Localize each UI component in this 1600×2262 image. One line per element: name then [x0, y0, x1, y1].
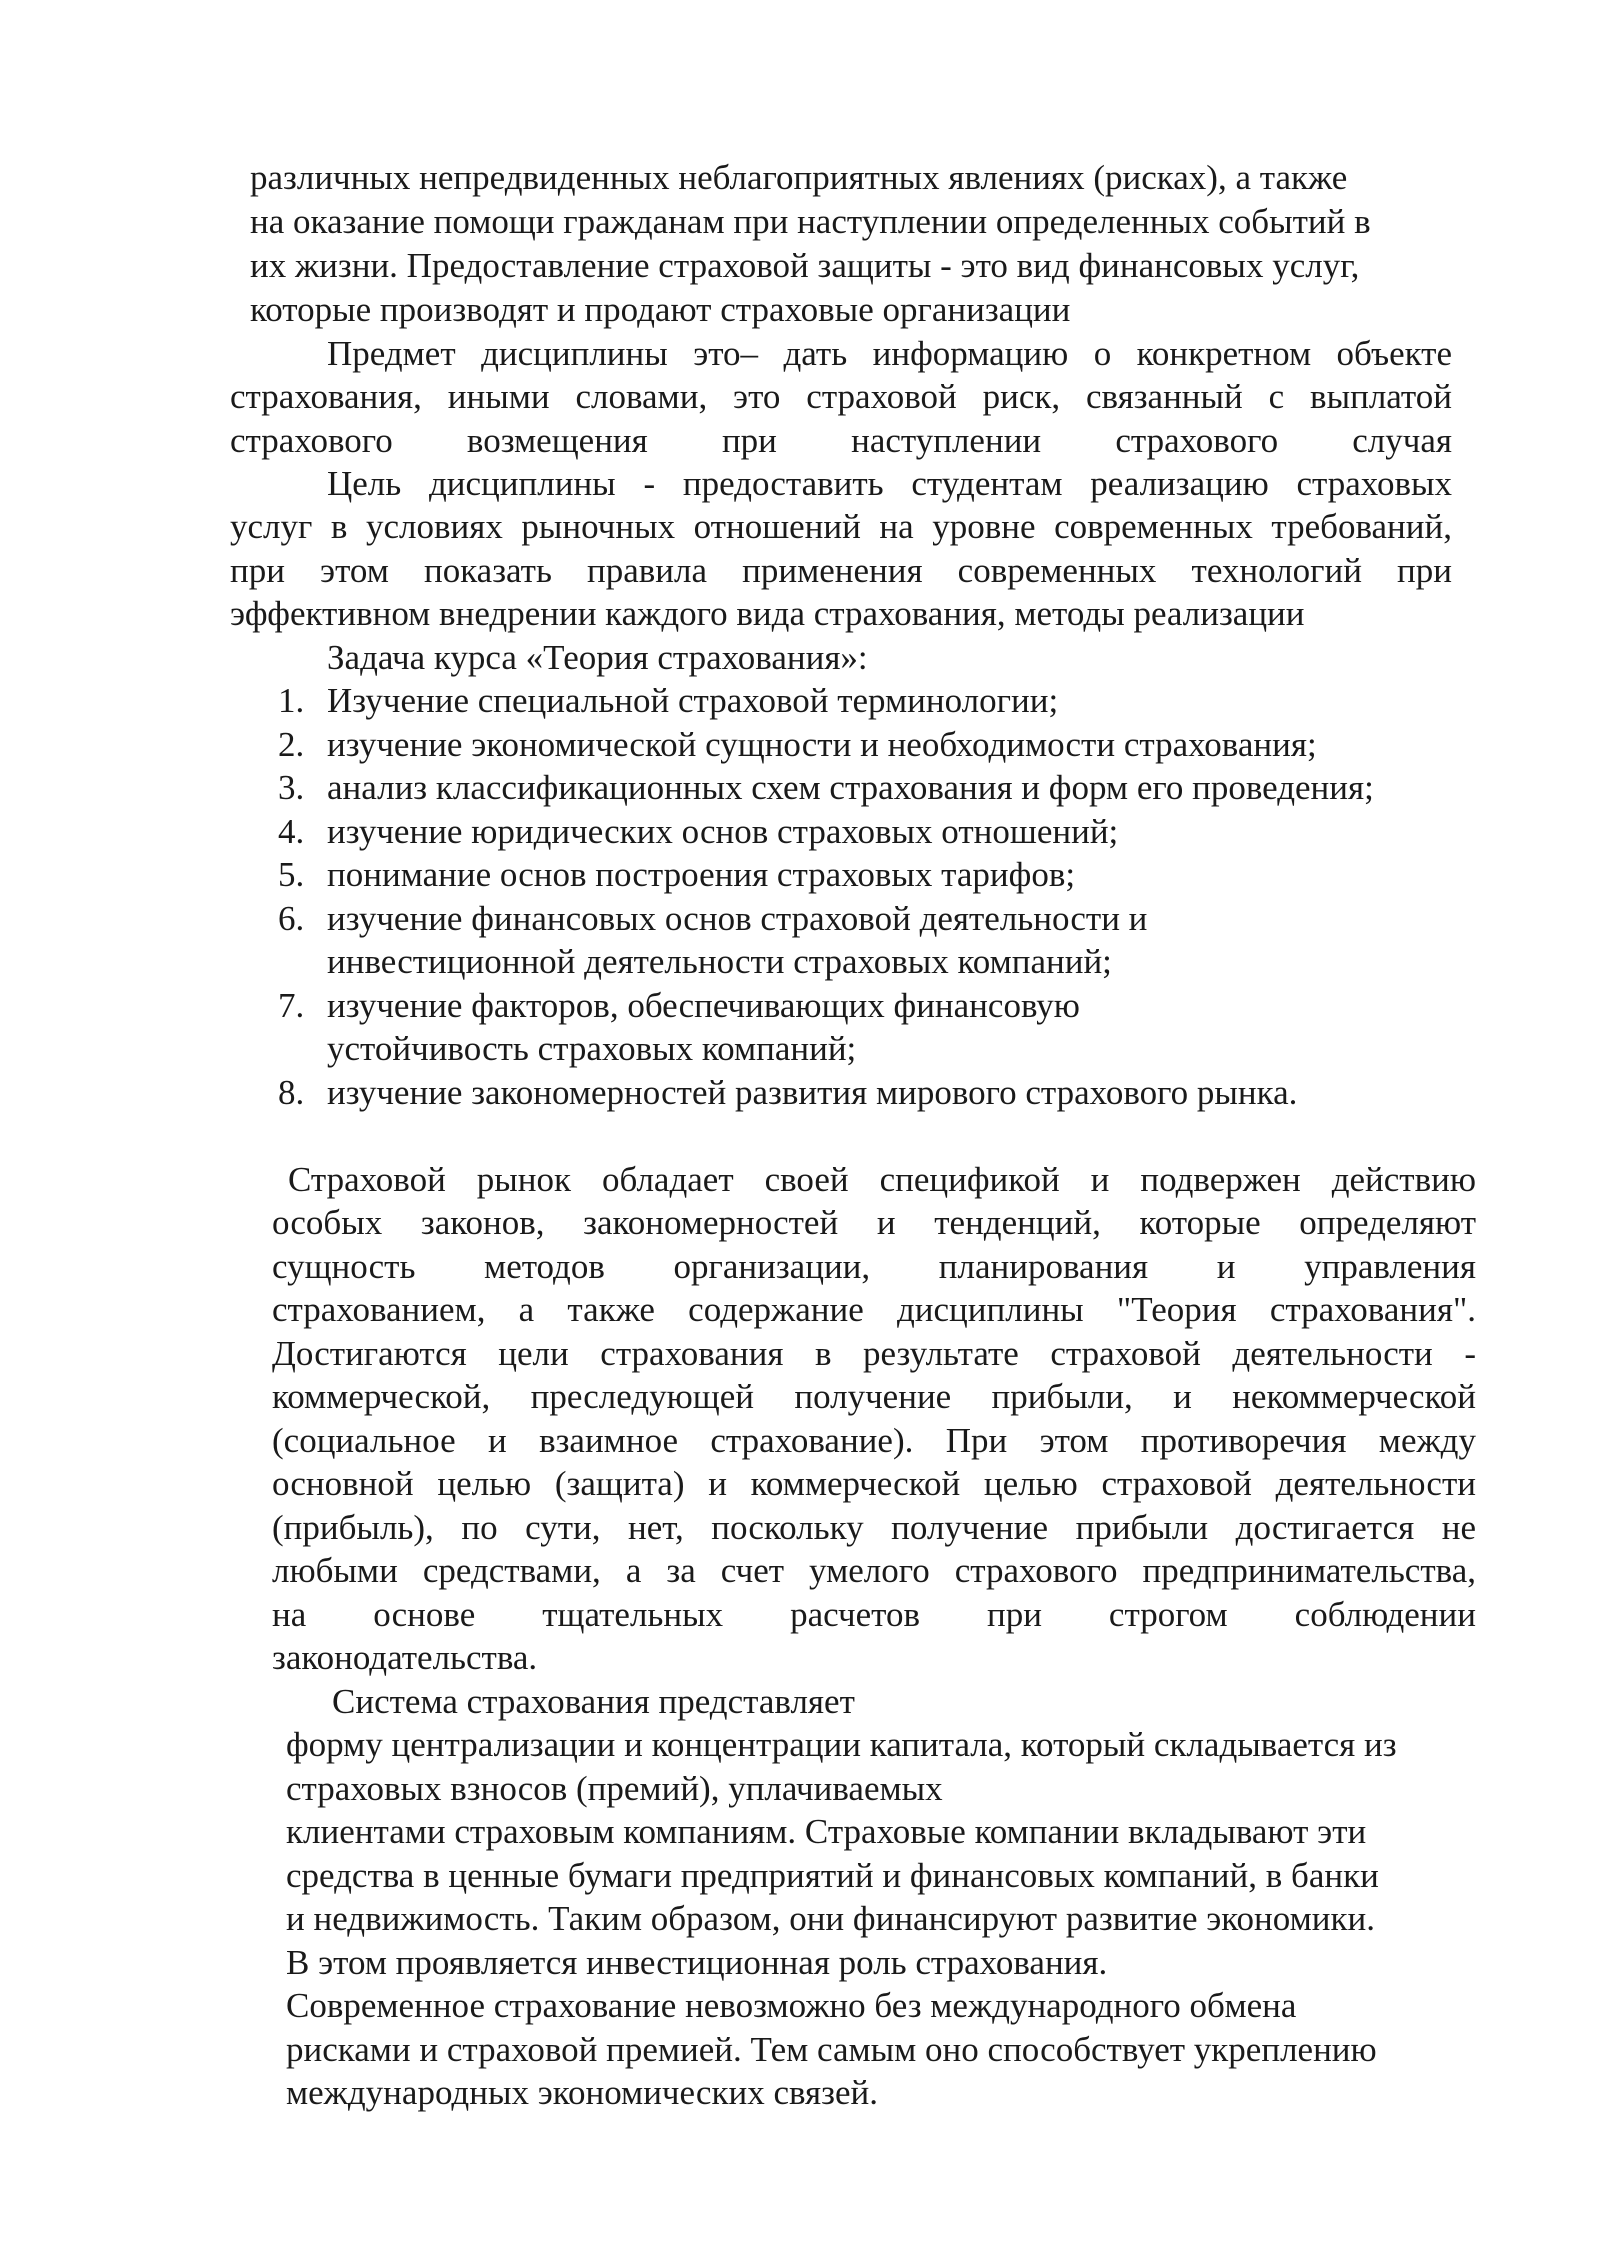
- task-heading: Задача курса «Теория страхования»:: [327, 638, 868, 677]
- task-number: 6.: [278, 899, 305, 938]
- task-item: изучение закономерностей развития мирового страхового рынка.: [327, 1073, 1298, 1112]
- system-line: В этом проявляется инвестиционная роль страхования.: [286, 1943, 1108, 1982]
- task-item: изучение финансовых основ страховой деятельности и: [327, 899, 1148, 938]
- goal-line: услуг в условиях рыночных отношений на уровне современных требований,: [230, 507, 1452, 546]
- goal-line: при этом показать правила применения современных технологий при: [230, 551, 1452, 590]
- subject-line: Предмет дисциплины это– дать информацию о конкретном объекте: [327, 334, 1452, 373]
- system-line: страховых взносов (премий), уплачиваемых: [286, 1769, 943, 1808]
- intro-line: которые производят и продают страховые организации: [250, 290, 1071, 329]
- task-item: Изучение специальной страховой терминологии;: [327, 681, 1059, 720]
- market-line: любыми средствами, а за счет умелого страхового предпринимательства,: [272, 1551, 1476, 1590]
- system-line: и недвижимость. Таким образом, они финансируют развитие экономики.: [286, 1899, 1375, 1938]
- market-line: коммерческой, преследующей получение прибыли, и некоммерческой: [272, 1377, 1476, 1416]
- goal-line: Цель дисциплины - предоставить студентам реализацию страховых: [327, 464, 1452, 503]
- task-item: инвестиционной деятельности страховых компаний;: [327, 942, 1112, 981]
- system-line: рисками и страховой премией. Тем самым оно способствует укреплению: [286, 2030, 1377, 2069]
- intro-line: их жизни. Предоставление страховой защиты - это вид финансовых услуг,: [250, 246, 1360, 285]
- task-item: понимание основ построения страховых тарифов;: [327, 855, 1076, 894]
- intro-line: на оказание помощи гражданам при наступлении определенных событий в: [250, 202, 1371, 241]
- market-line: особых законов, закономерностей и тенденций, которые определяют: [272, 1203, 1476, 1242]
- market-line: Достигаются цели страхования в результате страховой деятельности -: [272, 1334, 1476, 1373]
- task-number: 5.: [278, 855, 305, 894]
- system-line: международных экономических связей.: [286, 2073, 878, 2112]
- system-line: Современное страхование невозможно без международного обмена: [286, 1986, 1297, 2025]
- system-line: форму централизации и концентрации капитала, который складывается из: [286, 1725, 1397, 1764]
- intro-line: различных непредвиденных неблагоприятных явлениях (рисках), а также: [250, 158, 1348, 197]
- market-line: сущность методов организации, планирования и управления: [272, 1247, 1476, 1286]
- task-item: анализ классификационных схем страхования и форм его проведения;: [327, 768, 1374, 807]
- task-number: 4.: [278, 812, 305, 851]
- market-line: основной целью (защита) и коммерческой целью страховой деятельности: [272, 1464, 1476, 1503]
- market-line: законодательства.: [272, 1638, 538, 1677]
- system-line: клиентами страховым компаниям. Страховые компании вкладывают эти: [286, 1812, 1367, 1851]
- goal-line: эффективном внедрении каждого вида страхования, методы реализации: [230, 594, 1305, 633]
- market-line: (социальное и взаимное страхование). При этом противоречия между: [272, 1421, 1476, 1460]
- task-number: 1.: [278, 681, 305, 720]
- task-number: 7.: [278, 986, 305, 1025]
- task-number: 8.: [278, 1073, 305, 1112]
- subject-line: страхового возмещения при наступлении страхового случая: [230, 421, 1452, 460]
- task-item: изучение факторов, обеспечивающих финансовую: [327, 986, 1080, 1025]
- market-line: (прибыль), по сути, нет, поскольку получение прибыли достигается не: [272, 1508, 1476, 1547]
- system-line: средства в ценные бумаги предприятий и финансовых компаний, в банки: [286, 1856, 1379, 1895]
- market-line: страхованием, а также содержание дисциплины "Теория страхования".: [272, 1290, 1476, 1329]
- task-item: изучение экономической сущности и необходимости страхования;: [327, 725, 1317, 764]
- task-number: 2.: [278, 725, 305, 764]
- task-item: устойчивость страховых компаний;: [327, 1029, 857, 1068]
- task-number: 3.: [278, 768, 305, 807]
- market-line: Страховой рынок обладает своей спецификой и подвержен действию: [288, 1160, 1476, 1199]
- system-line: Система страхования представляет: [332, 1682, 855, 1721]
- subject-line: страхования, иными словами, это страховой риск, связанный с выплатой: [230, 377, 1452, 416]
- market-line: на основе тщательных расчетов при строгом соблюдении: [272, 1595, 1476, 1634]
- task-item: изучение юридических основ страховых отношений;: [327, 812, 1119, 851]
